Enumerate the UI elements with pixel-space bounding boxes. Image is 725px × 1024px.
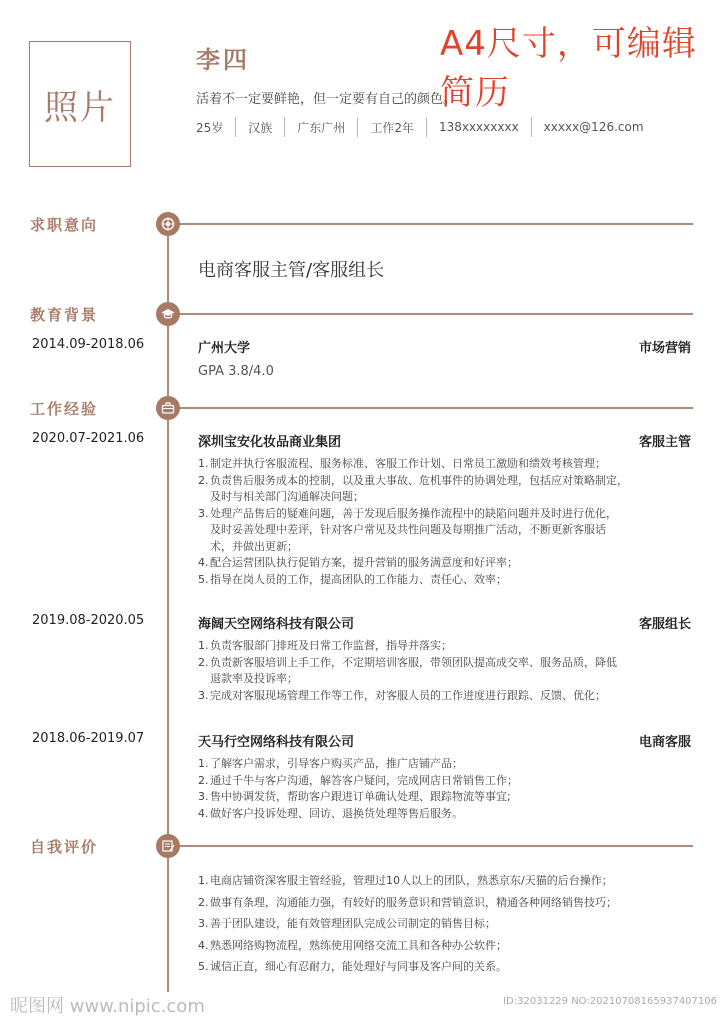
list-item-number: 4. — [198, 938, 209, 952]
list-item-text: 做事有条理，沟通能力强，有较好的服务意识和营销意识，精通各种网络销售技巧； — [210, 895, 617, 909]
list-item-number: 3. — [198, 688, 209, 702]
education-date: 2014.09-2018.06 — [32, 337, 145, 352]
target-icon — [156, 212, 180, 236]
job-date: 2020.07-2021.06 — [32, 431, 145, 446]
photo-label: 照片 — [44, 87, 116, 128]
list-item-number: 3. — [198, 506, 209, 520]
list-item-text: 指导在岗人员的工作，提高团队的工作能力、责任心、效率； — [210, 572, 507, 586]
list-item-text: 通过千牛与客户沟通，解答客户疑问，完成网店日常销售工作； — [210, 773, 518, 787]
list-item — [198, 489, 693, 506]
list-item — [198, 756, 693, 773]
graduation-cap-icon — [156, 302, 180, 326]
section-title-self: 自我评价 — [30, 838, 99, 856]
list-item-text: 负责客服部门排班及日常工作监督，指导并落实； — [210, 639, 452, 652]
list-item-text: 了解客户需求，引导客户购买产品，推广店铺产品； — [210, 757, 463, 770]
self-evaluation-list — [198, 870, 693, 978]
briefcase-icon — [156, 396, 180, 420]
list-item-text: 处理产品售后的疑难问题，善于发现后服务操作流程中的缺陷问题并及时进行优化， — [210, 506, 617, 520]
list-item — [198, 655, 693, 672]
list-item — [198, 638, 693, 655]
overlay-title: A4尺寸，可编辑简历 — [440, 24, 697, 113]
list-item-number — [198, 671, 210, 688]
list-item-text: 售中协调发货，帮助客户跟进订单确认处理、跟踪物流等事宜; — [210, 790, 511, 803]
edit-icon — [156, 834, 180, 858]
list-item-text: 退款率及投诉率； — [210, 672, 298, 685]
section-rule — [167, 313, 693, 315]
info-phone: 138xxxxxxxx — [438, 120, 519, 134]
list-item-number: 1. — [198, 757, 209, 770]
section-title-intent: 求职意向 — [30, 216, 99, 234]
list-item — [198, 506, 693, 523]
list-item — [198, 456, 693, 473]
list-item-text: 做好客户投诉处理、回访、退换货处理等售后服务。 — [210, 806, 463, 820]
list-item — [198, 671, 693, 688]
job-duties — [198, 756, 693, 822]
job-intent: 电商客服主管/客服组长 — [198, 260, 385, 281]
section-title-education: 教育背景 — [30, 306, 99, 324]
info-age: 25岁 — [196, 120, 224, 135]
info-email: xxxxx@126.com — [543, 120, 644, 134]
list-item-number: 3. — [198, 790, 209, 803]
education-gpa: GPA 3.8/4.0 — [198, 364, 274, 379]
footer-watermark — [0, 990, 725, 1024]
list-item — [198, 539, 693, 556]
list-item — [198, 572, 693, 589]
job-company: 深圳宝安化妆品商业集团 — [198, 435, 342, 450]
list-item — [198, 473, 693, 490]
list-item-number: 2. — [198, 773, 209, 787]
list-item — [198, 913, 693, 935]
list-item — [198, 806, 693, 823]
job-duties — [198, 638, 693, 704]
list-item — [198, 892, 693, 914]
list-item-number: 1. — [198, 874, 209, 887]
list-item-number: 2. — [198, 895, 209, 909]
section-title-work: 工作经验 — [30, 400, 99, 418]
list-item — [198, 555, 693, 572]
list-item-number: 1. — [198, 639, 209, 652]
education-school: 广州大学 — [198, 341, 251, 356]
list-item — [198, 789, 693, 806]
list-item-number: 2. — [198, 473, 209, 487]
list-item — [198, 870, 693, 892]
timeline-line — [167, 222, 169, 992]
photo-placeholder — [29, 41, 131, 167]
list-item-text: 熟悉网络购物流程，熟练使用网络交流工具和各种办公软件； — [210, 938, 507, 952]
list-item-text: 完成对客服现场管理工作等工作，对客服人员的工作进度进行跟踪、反馈、优化； — [210, 688, 606, 702]
list-item-text: 善于团队建设，能有效管理团队完成公司制定的销售目标； — [210, 917, 496, 930]
job-role: 客服组长 — [638, 617, 691, 632]
list-item-text: 电商店铺资深客服主管经验，管理过10人以上的团队，熟悉京东/天猫的后台操作； — [210, 874, 613, 887]
list-item — [198, 935, 693, 957]
education-major: 市场营销 — [638, 341, 691, 356]
info-experience: 工作2年 — [370, 120, 414, 135]
section-rule — [167, 407, 693, 409]
list-item — [198, 688, 693, 705]
job-date: 2018.06-2019.07 — [32, 731, 145, 746]
job-role: 电商客服 — [638, 735, 691, 750]
job-company: 海阔天空网络科技有限公司 — [198, 617, 355, 632]
info-location: 广东广州 — [297, 120, 346, 135]
list-item-number: 2. — [198, 655, 209, 669]
section-rule — [167, 845, 693, 847]
list-item-number: 4. — [198, 806, 209, 820]
list-item — [198, 773, 693, 790]
list-item-number: 1. — [198, 457, 209, 470]
list-item-text: 及时妥善处理中差评，针对客户常见及共性问题及每期推广活动，不断更新客服话 — [210, 523, 606, 536]
list-item-number: 5. — [198, 960, 209, 973]
list-item-number — [198, 489, 210, 506]
basic-info-row — [196, 114, 656, 140]
candidate-name: 李四 — [196, 46, 250, 74]
list-item-number — [198, 539, 210, 556]
list-item-text: 负责新客服培训上手工作，不定期培训客服，带领团队提高成交率、服务品质，降低 — [210, 655, 617, 669]
list-item-text: 诚信正直，细心有忍耐力，能处理好与同事及客户间的关系。 — [210, 960, 507, 973]
list-item-text: 术，并做出更新； — [210, 539, 298, 553]
list-item-number: 5. — [198, 572, 209, 586]
footer-id: ID:32031229 NO:20210708165937407106 — [503, 996, 717, 1007]
job-company: 天马行空网络科技有限公司 — [198, 735, 355, 750]
list-item — [198, 956, 693, 978]
motto: 活着不一定要鲜艳，但一定要有自己的颜色。 — [196, 92, 457, 107]
list-item-number — [198, 522, 210, 539]
list-item-text: 配合运营团队执行促销方案，提升营销的服务满意度和好评率； — [210, 556, 518, 569]
list-item-number: 3. — [198, 917, 209, 930]
footer-site: 昵图网 www.nipic.com — [10, 996, 205, 1017]
list-item-number: 4. — [198, 556, 209, 569]
list-item-text: 及时与相关部门沟通解决问题； — [210, 490, 364, 503]
info-ethnicity: 汉族 — [248, 120, 273, 135]
section-rule — [167, 223, 693, 225]
list-item — [198, 522, 693, 539]
job-duties — [198, 456, 693, 588]
job-role: 客服主管 — [638, 435, 691, 450]
job-date: 2019.08-2020.05 — [32, 613, 145, 628]
list-item-text: 制定并执行客服流程、服务标准、客服工作计划、日常员工激励和绩效考核管理； — [210, 457, 606, 470]
list-item-text: 负责售后服务成本的控制，以及重大事故、危机事件的协调处理，包括应对策略制定， — [210, 473, 628, 487]
